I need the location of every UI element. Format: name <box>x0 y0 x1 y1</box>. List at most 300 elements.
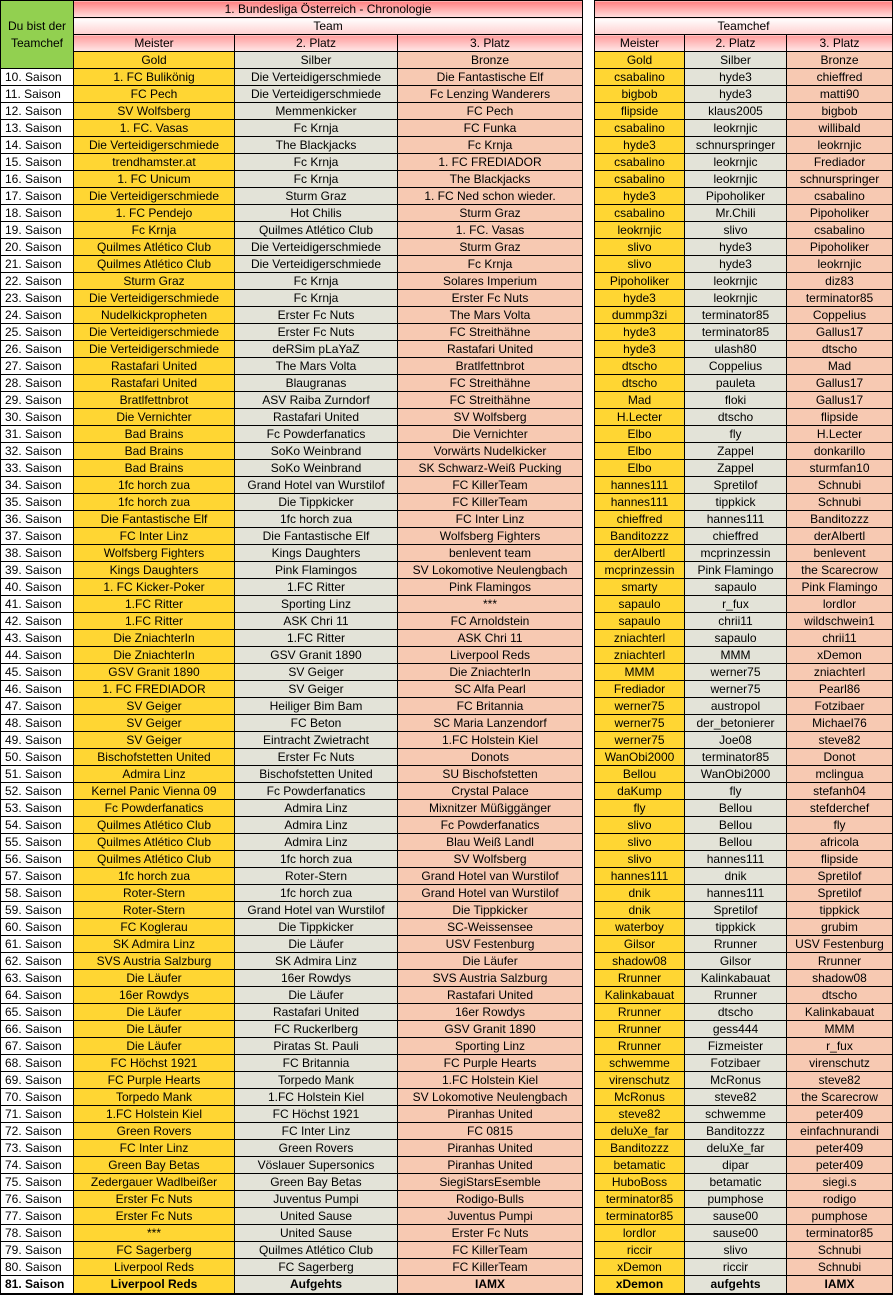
second-team-cell: Die Verteidigerschmiede <box>235 239 398 256</box>
season-cell: 75. Saison <box>1 1174 74 1191</box>
season-cell: 66. Saison <box>1 1021 74 1038</box>
second-team-cell: Fc Powderfanatics <box>235 783 398 800</box>
meister-team-cell: 1. FC Unicum <box>74 171 235 188</box>
second-chef-cell: Bellou <box>685 800 787 817</box>
table-row <box>1 1038 583 1055</box>
second-chef-cell: hyde3 <box>685 256 787 273</box>
second-team-cell: FC Sagerberg <box>235 1259 398 1276</box>
third-chef-cell: bigbob <box>787 103 893 120</box>
second-team-cell: Roter-Stern <box>235 868 398 885</box>
meister-chef-cell: werner75 <box>595 698 685 715</box>
second-team-cell: Pink Flamingos <box>235 562 398 579</box>
third-team-cell: Fc Krnja <box>398 137 583 154</box>
meister-chef-cell: HuboBoss <box>595 1174 685 1191</box>
third-chef-cell: Gallus17 <box>787 392 893 409</box>
third-team-cell: Die ZniachterIn <box>398 664 583 681</box>
table-row <box>595 443 893 460</box>
third-chef-cell: Pink Flamingo <box>787 579 893 596</box>
second-chef-cell: chrii11 <box>685 613 787 630</box>
meister-chef-cell: csabalino <box>595 205 685 222</box>
table-row <box>1 460 583 477</box>
third-team-cell: 1. FC FREDIADOR <box>398 154 583 171</box>
meister-chef-cell: Mad <box>595 392 685 409</box>
third-chef-cell: Schnubi <box>787 494 893 511</box>
meister-team-cell: Die Verteidigerschmiede <box>74 324 235 341</box>
meister-team-cell: Bad Brains <box>74 443 235 460</box>
second-chef-cell: Joe08 <box>685 732 787 749</box>
table-row <box>595 205 893 222</box>
second-team-cell: Bischofstetten United <box>235 766 398 783</box>
meister-team-cell: SV Wolfsberg <box>74 103 235 120</box>
third-team-cell: The Blackjacks <box>398 171 583 188</box>
table-row <box>1 86 583 103</box>
meister-chef-cell: mcprinzessin <box>595 562 685 579</box>
table-row <box>595 732 893 749</box>
third-chef-cell: Michael76 <box>787 715 893 732</box>
table-row <box>595 1123 893 1140</box>
third-chef-cell: Banditozzz <box>787 511 893 528</box>
meister-team-cell: 1fc horch zua <box>74 477 235 494</box>
second-chef-cell: leokrnjic <box>685 290 787 307</box>
table-row <box>1 1174 583 1191</box>
second-team-cell: SV Geiger <box>235 664 398 681</box>
second-chef-cell: der_betonierer <box>685 715 787 732</box>
meister-team-cell: Die Läufer <box>74 1004 235 1021</box>
third-chef-cell: dtscho <box>787 987 893 1004</box>
third-team-cell: Sporting Linz <box>398 1038 583 1055</box>
third-chef-cell: Donot <box>787 749 893 766</box>
third-chef-cell: Kalinkabauat <box>787 1004 893 1021</box>
table-row <box>1 868 583 885</box>
table-row <box>1 919 583 936</box>
season-cell: 52. Saison <box>1 783 74 800</box>
second-team-cell: Torpedo Mank <box>235 1072 398 1089</box>
season-cell: 27. Saison <box>1 358 74 375</box>
third-team-cell: Piranhas United <box>398 1157 583 1174</box>
meister-chef-cell: slivo <box>595 834 685 851</box>
season-cell: 11. Saison <box>1 86 74 103</box>
meister-team-cell: Die Verteidigerschmiede <box>74 137 235 154</box>
season-cell: 28. Saison <box>1 375 74 392</box>
second-chef-cell: steve82 <box>685 1089 787 1106</box>
season-cell: 72. Saison <box>1 1123 74 1140</box>
table-row <box>1 154 583 171</box>
meister-team-cell: Nudelkickpropheten <box>74 307 235 324</box>
meister-team-cell: FC Inter Linz <box>74 1140 235 1157</box>
third-chef-cell: the Scarecrow <box>787 562 893 579</box>
meister-team-cell: Die Verteidigerschmiede <box>74 290 235 307</box>
season-cell: 38. Saison <box>1 545 74 562</box>
meister-chef-cell: zniachterl <box>595 647 685 664</box>
third-team-cell: USV Festenburg <box>398 936 583 953</box>
second-team-cell: SoKo Weinbrand <box>235 460 398 477</box>
season-cell: 33. Saison <box>1 460 74 477</box>
second-chef-cell: fly <box>685 426 787 443</box>
third-team-cell: Piranhas United <box>398 1106 583 1123</box>
third-team-cell: Crystal Palace <box>398 783 583 800</box>
season-cell: 68. Saison <box>1 1055 74 1072</box>
second-chef-cell: r_fux <box>685 596 787 613</box>
third-team-cell: Liverpool Reds <box>398 647 583 664</box>
season-cell: 62. Saison <box>1 953 74 970</box>
third-team-cell: FC Streithähne <box>398 375 583 392</box>
second-team-cell: The Blackjacks <box>235 137 398 154</box>
second-chef-cell: Gilsor <box>685 953 787 970</box>
second-team-cell: Vöslauer Supersonics <box>235 1157 398 1174</box>
meister-team-cell: Liverpool Reds <box>74 1276 235 1295</box>
meister-team-cell: 1. FC. Vasas <box>74 120 235 137</box>
third-chef-cell: stefderchef <box>787 800 893 817</box>
second-chef-cell: dtscho <box>685 1004 787 1021</box>
chef-medal-bronze: Bronze <box>787 52 893 69</box>
table-row <box>1 1089 583 1106</box>
second-team-cell: 16er Rowdys <box>235 970 398 987</box>
third-team-cell: FC Purple Hearts <box>398 1055 583 1072</box>
meister-chef-cell: werner75 <box>595 715 685 732</box>
season-cell: 57. Saison <box>1 868 74 885</box>
meister-team-cell: Liverpool Reds <box>74 1259 235 1276</box>
meister-chef-cell: Bellou <box>595 766 685 783</box>
table-row <box>1 1106 583 1123</box>
third-team-cell: Fc Lenzing Wanderers <box>398 86 583 103</box>
meister-chef-cell: slivo <box>595 239 685 256</box>
meister-team-cell: Die Verteidigerschmiede <box>74 341 235 358</box>
third-team-cell: FC Pech <box>398 103 583 120</box>
third-team-cell: The Mars Volta <box>398 307 583 324</box>
table-row <box>595 86 893 103</box>
third-chef-cell: H.Lecter <box>787 426 893 443</box>
second-chef-cell: slivo <box>685 222 787 239</box>
third-chef-cell: pumphose <box>787 1208 893 1225</box>
meister-chef-cell: flipside <box>595 103 685 120</box>
third-chef-cell: peter409 <box>787 1106 893 1123</box>
second-team-cell: 1.FC Ritter <box>235 630 398 647</box>
second-chef-cell: Banditozzz <box>685 1123 787 1140</box>
meister-team-cell: Erster Fc Nuts <box>74 1191 235 1208</box>
table-row <box>1 562 583 579</box>
second-team-cell: Fc Krnja <box>235 120 398 137</box>
meister-chef-cell: Banditozzz <box>595 1140 685 1157</box>
table-row <box>1 647 583 664</box>
third-chef-cell: matti90 <box>787 86 893 103</box>
table-row <box>595 1157 893 1174</box>
table-row <box>595 902 893 919</box>
second-team-cell: Quilmes Atlético Club <box>235 222 398 239</box>
second-chef-cell: Kalinkabauat <box>685 970 787 987</box>
third-chef-cell: schnurspringer <box>787 171 893 188</box>
season-cell: 81. Saison <box>1 1276 74 1295</box>
third-team-cell: Vorwärts Nudelkicker <box>398 443 583 460</box>
third-chef-cell: tippkick <box>787 902 893 919</box>
third-chef-cell: sturmfan10 <box>787 460 893 477</box>
table-row <box>595 715 893 732</box>
second-team-cell: Green Bay Betas <box>235 1174 398 1191</box>
table-row <box>595 426 893 443</box>
chef-col-3-platz: 3. Platz <box>787 35 893 52</box>
meister-team-cell: Bad Brains <box>74 426 235 443</box>
season-cell: 34. Saison <box>1 477 74 494</box>
second-team-cell: Erster Fc Nuts <box>235 324 398 341</box>
season-cell: 50. Saison <box>1 749 74 766</box>
second-team-cell: Grand Hotel van Wurstilof <box>235 477 398 494</box>
third-chef-cell: Gallus17 <box>787 324 893 341</box>
season-cell: 42. Saison <box>1 613 74 630</box>
meister-team-cell: Quilmes Atlético Club <box>74 256 235 273</box>
second-team-cell: 1fc horch zua <box>235 511 398 528</box>
second-team-cell: Quilmes Atlético Club <box>235 1242 398 1259</box>
third-team-cell: 1. FC. Vasas <box>398 222 583 239</box>
meister-chef-cell: derAlbertl <box>595 545 685 562</box>
second-team-cell: Die Läufer <box>235 987 398 1004</box>
meister-chef-cell: virenschutz <box>595 1072 685 1089</box>
table-row <box>595 477 893 494</box>
second-chef-cell: werner75 <box>685 681 787 698</box>
third-team-cell: Rastafari United <box>398 987 583 1004</box>
teamchef-table <box>594 0 893 1295</box>
meister-team-cell: 1fc horch zua <box>74 868 235 885</box>
third-chef-cell: Fotzibaer <box>787 698 893 715</box>
third-team-cell: FC KillerTeam <box>398 494 583 511</box>
meister-team-cell: SV Geiger <box>74 732 235 749</box>
meister-team-cell: 1.FC Ritter <box>74 596 235 613</box>
table-row <box>1 1072 583 1089</box>
meister-chef-cell: Kalinkabauat <box>595 987 685 1004</box>
second-team-cell: 1fc horch zua <box>235 851 398 868</box>
season-cell: 37. Saison <box>1 528 74 545</box>
table-row <box>1 902 583 919</box>
table-row <box>595 324 893 341</box>
meister-team-cell: Quilmes Atlético Club <box>74 834 235 851</box>
meister-team-cell: Bad Brains <box>74 460 235 477</box>
meister-team-cell: SVS Austria Salzburg <box>74 953 235 970</box>
season-cell: 43. Saison <box>1 630 74 647</box>
third-team-cell: FC Streithähne <box>398 392 583 409</box>
second-chef-cell: tippkick <box>685 919 787 936</box>
meister-team-cell: GSV Granit 1890 <box>74 664 235 681</box>
third-chef-cell: lordlor <box>787 596 893 613</box>
season-cell: 63. Saison <box>1 970 74 987</box>
second-team-cell: FC Ruckerlberg <box>235 1021 398 1038</box>
meister-chef-cell: bigbob <box>595 86 685 103</box>
meister-chef-cell: csabalino <box>595 171 685 188</box>
second-chef-cell: leokrnjic <box>685 120 787 137</box>
table-row <box>595 766 893 783</box>
table-row <box>1 426 583 443</box>
season-cell: 18. Saison <box>1 205 74 222</box>
third-chef-cell: Rrunner <box>787 953 893 970</box>
third-chef-cell: Schnubi <box>787 477 893 494</box>
meister-team-cell: trendhamster.at <box>74 154 235 171</box>
second-team-cell: Juventus Pumpi <box>235 1191 398 1208</box>
meister-chef-cell: Rrunner <box>595 1004 685 1021</box>
season-cell: 49. Saison <box>1 732 74 749</box>
third-team-cell: 1.FC Holstein Kiel <box>398 1072 583 1089</box>
table-row <box>595 1191 893 1208</box>
table-row <box>1 749 583 766</box>
table-row <box>1 970 583 987</box>
meister-team-cell: Die Läufer <box>74 970 235 987</box>
table-row <box>1 239 583 256</box>
meister-team-cell: Green Rovers <box>74 1123 235 1140</box>
table-row <box>595 545 893 562</box>
meister-team-cell: FC Koglerau <box>74 919 235 936</box>
third-chef-cell: steve82 <box>787 732 893 749</box>
table-row <box>595 494 893 511</box>
third-chef-cell: chieffred <box>787 69 893 86</box>
third-chef-cell: Spretilof <box>787 885 893 902</box>
second-chef-cell: Pink Flamingo <box>685 562 787 579</box>
table-row <box>595 1242 893 1259</box>
third-team-cell: Bratlfettnbrot <box>398 358 583 375</box>
season-cell: 32. Saison <box>1 443 74 460</box>
third-team-cell: SVS Austria Salzburg <box>398 970 583 987</box>
second-chef-cell: terminator85 <box>685 749 787 766</box>
third-chef-cell: MMM <box>787 1021 893 1038</box>
second-chef-cell: klaus2005 <box>685 103 787 120</box>
second-chef-cell: hannes111 <box>685 885 787 902</box>
third-chef-cell: chrii11 <box>787 630 893 647</box>
third-team-cell: SV Lokomotive Neulengbach <box>398 1089 583 1106</box>
second-team-cell: Fc Powderfanatics <box>235 426 398 443</box>
meister-team-cell: Quilmes Atlético Club <box>74 817 235 834</box>
meister-team-cell: SV Geiger <box>74 715 235 732</box>
third-chef-cell: flipside <box>787 851 893 868</box>
third-team-cell: FC Funka <box>398 120 583 137</box>
season-cell: 12. Saison <box>1 103 74 120</box>
chef-medal-silver: Silber <box>685 52 787 69</box>
third-chef-cell: USV Festenburg <box>787 936 893 953</box>
meister-team-cell: FC Sagerberg <box>74 1242 235 1259</box>
third-team-cell: Pink Flamingos <box>398 579 583 596</box>
second-chef-cell: hyde3 <box>685 69 787 86</box>
meister-chef-cell: dummp3zi <box>595 307 685 324</box>
second-team-cell: Die Verteidigerschmiede <box>235 86 398 103</box>
season-cell: 73. Saison <box>1 1140 74 1157</box>
season-cell: 56. Saison <box>1 851 74 868</box>
season-cell: 23. Saison <box>1 290 74 307</box>
second-team-cell: Die Fantastische Elf <box>235 528 398 545</box>
third-chef-cell: zniachterl <box>787 664 893 681</box>
table-row <box>1 290 583 307</box>
second-team-cell: Fc Krnja <box>235 273 398 290</box>
second-team-cell: 1.FC Ritter <box>235 579 398 596</box>
second-chef-cell: pumphose <box>685 1191 787 1208</box>
table-row <box>1 783 583 800</box>
second-team-cell: Rastafari United <box>235 409 398 426</box>
meister-chef-cell: H.Lecter <box>595 409 685 426</box>
meister-chef-cell: dtscho <box>595 358 685 375</box>
third-team-cell: SC Alfa Pearl <box>398 681 583 698</box>
meister-team-cell: Erster Fc Nuts <box>74 1208 235 1225</box>
table-row <box>1 1191 583 1208</box>
second-chef-cell: hyde3 <box>685 86 787 103</box>
second-team-cell: Blaugranas <box>235 375 398 392</box>
third-team-cell: SiegiStarsEsemble <box>398 1174 583 1191</box>
teamchef-title-spacer <box>595 1 893 18</box>
third-team-cell: Die Tippkicker <box>398 902 583 919</box>
meister-team-cell: Quilmes Atlético Club <box>74 851 235 868</box>
table-row <box>595 256 893 273</box>
second-chef-cell: floki <box>685 392 787 409</box>
season-cell: 30. Saison <box>1 409 74 426</box>
meister-chef-cell: hannes111 <box>595 868 685 885</box>
season-cell: 13. Saison <box>1 120 74 137</box>
third-chef-cell: donkarillo <box>787 443 893 460</box>
table-row <box>1 732 583 749</box>
season-cell: 14. Saison <box>1 137 74 154</box>
second-team-cell: Admira Linz <box>235 834 398 851</box>
third-chef-cell: Frediador <box>787 154 893 171</box>
third-chef-cell: leokrnjic <box>787 137 893 154</box>
table-row <box>1 120 583 137</box>
second-chef-cell: austropol <box>685 698 787 715</box>
second-chef-cell: Coppelius <box>685 358 787 375</box>
table-row <box>595 409 893 426</box>
meister-team-cell: Quilmes Atlético Club <box>74 239 235 256</box>
table-row <box>1 1004 583 1021</box>
season-cell: 74. Saison <box>1 1157 74 1174</box>
meister-chef-cell: hannes111 <box>595 477 685 494</box>
meister-chef-cell: Rrunner <box>595 1021 685 1038</box>
third-team-cell: Rodigo-Bulls <box>398 1191 583 1208</box>
second-team-cell: Eintracht Zwietracht <box>235 732 398 749</box>
meister-chef-cell: Rrunner <box>595 970 685 987</box>
second-chef-cell: Fotzibaer <box>685 1055 787 1072</box>
second-chef-cell: pauleta <box>685 375 787 392</box>
meister-team-cell: SV Geiger <box>74 698 235 715</box>
season-cell: 39. Saison <box>1 562 74 579</box>
second-team-cell: Die Verteidigerschmiede <box>235 69 398 86</box>
third-team-cell: Donots <box>398 749 583 766</box>
meister-chef-cell: Banditozzz <box>595 528 685 545</box>
second-chef-cell: sapaulo <box>685 579 787 596</box>
table-row <box>595 851 893 868</box>
second-chef-cell: Fizmeister <box>685 1038 787 1055</box>
table-row <box>595 953 893 970</box>
table-row <box>595 188 893 205</box>
table-row <box>1 409 583 426</box>
meister-team-cell: Kernel Panic Vienna 09 <box>74 783 235 800</box>
second-team-cell: ASK Chri 11 <box>235 613 398 630</box>
third-chef-cell: diz83 <box>787 273 893 290</box>
season-cell: 54. Saison <box>1 817 74 834</box>
meister-chef-cell: smarty <box>595 579 685 596</box>
second-chef-cell: slivo <box>685 1242 787 1259</box>
table-row <box>1 1123 583 1140</box>
table-row <box>1 936 583 953</box>
page-title: 1. Bundesliga Österreich - Chronologie <box>74 1 583 18</box>
third-team-cell: SC-Weissensee <box>398 919 583 936</box>
third-team-cell: ASK Chri 11 <box>398 630 583 647</box>
table-row <box>595 562 893 579</box>
meister-chef-cell: Elbo <box>595 460 685 477</box>
season-cell: 20. Saison <box>1 239 74 256</box>
medal-bronze: Bronze <box>398 52 583 69</box>
table-row <box>595 154 893 171</box>
second-chef-cell: Pipoholiker <box>685 188 787 205</box>
third-team-cell: FC KillerTeam <box>398 1259 583 1276</box>
col-2-platz: 2. Platz <box>235 35 398 52</box>
second-chef-cell: riccir <box>685 1259 787 1276</box>
second-chef-cell: Bellou <box>685 834 787 851</box>
meister-team-cell: 1fc horch zua <box>74 494 235 511</box>
second-chef-cell: MMM <box>685 647 787 664</box>
table-row <box>1 341 583 358</box>
meister-chef-cell: Gilsor <box>595 936 685 953</box>
second-chef-cell: terminator85 <box>685 324 787 341</box>
table-row <box>1 987 583 1004</box>
table-row <box>595 1072 893 1089</box>
